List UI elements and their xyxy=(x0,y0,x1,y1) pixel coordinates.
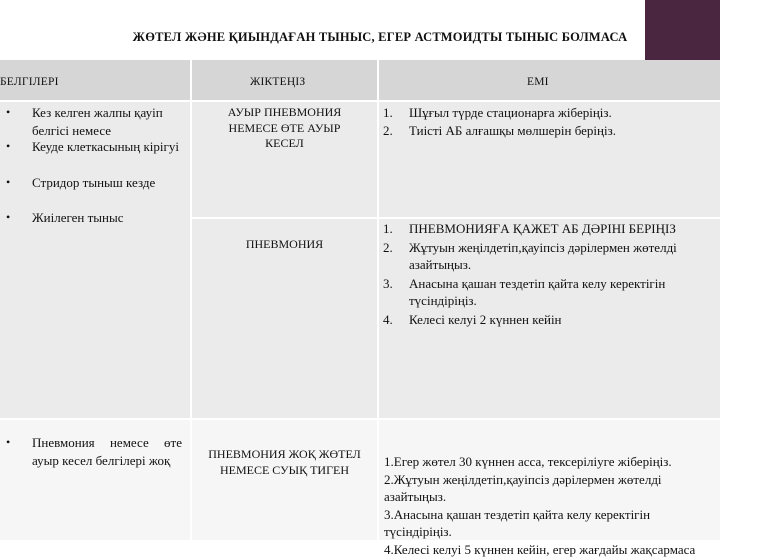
treatment-item: 4.Келесі келуі 5 күннен кейін, егер жағдайы жақсармаса xyxy=(384,541,704,558)
symptom-item: • Кеуде клеткасының кірігуі xyxy=(0,138,182,174)
classification-no-pneumonia: ПНЕВМОНИЯ ЖОҚ ЖӨТЕЛ НЕМЕСЕ СУЫҚ ТИГЕН xyxy=(204,447,365,478)
signs-cell-no-pneumonia xyxy=(0,420,190,540)
header-signs: БЕЛГІЛЕРІ xyxy=(0,74,59,92)
classification-severe-pneumonia: АУЫР ПНЕВМОНИЯ НЕМЕСЕ ӨТЕ АУЫР КЕСЕЛ xyxy=(212,105,357,152)
treatment-item: 2. Жұтуын жеңілдетіп,қауіпсіз дәрілермен жөтелді азайтыңыз. xyxy=(379,239,711,274)
treatment-table xyxy=(0,60,720,540)
header-treatment-cell xyxy=(379,60,720,100)
treatment-item: 2. Тиісті АБ алғашқы мөлшерін беріңіз. xyxy=(379,122,709,140)
header-treatment: ЕМІ xyxy=(527,74,549,92)
treatment-item: 1. ПНЕВМОНИЯҒА ҚАЖЕТ АБ ДӘРІНІ БЕРІҢІЗ xyxy=(379,220,711,238)
treatment-cell-pneumonia xyxy=(379,219,720,418)
symptom-item: • Жиілеген тыныс xyxy=(0,209,182,227)
header-classify: ЖІКТЕҢІЗ xyxy=(250,74,305,92)
treatment-item: 4. Келесі келуі 2 күннен кейін xyxy=(379,311,711,329)
classification-pneumonia: ПНЕВМОНИЯ xyxy=(192,237,377,253)
signs-cell-severe xyxy=(0,102,190,418)
symptom-item: • Стридор тыныш кезде xyxy=(0,174,182,209)
treatment-item: 3. Анасына қашан тездетіп қайта келу керектігін түсіндіріңіз. xyxy=(379,275,711,310)
treatment-item: 1.Егер жөтел 30 күннен асса, тексеріліуге жіберіңіз. xyxy=(384,453,704,471)
treatment-cell-severe xyxy=(379,102,720,217)
classification-cell-severe xyxy=(192,102,377,217)
header-signs-cell xyxy=(0,60,190,100)
symptom-item: • Кез келген жалпы қауіп белгісі немесе xyxy=(0,104,182,138)
symptom-item: • Пневмония немесе өте ауыр кесел белгілері жоқ xyxy=(0,434,182,469)
treatment-item: 1. Шұғыл түрде стационарға жіберіңіз. xyxy=(379,104,709,122)
treatment-cell-no-pneumonia xyxy=(379,420,720,540)
treatment-item: 3.Анасына қашан тездетіп қайта келу керектігін түсіндіріңіз. xyxy=(384,506,704,541)
treatment-item: 2.Жұтуын жеңілдетіп,қауіпсіз дәрілермен жөтелді азайтыңыз. xyxy=(384,471,704,506)
classification-cell-no-pneumonia xyxy=(192,420,377,540)
header-classify-cell xyxy=(192,60,377,100)
classification-cell-pneumonia xyxy=(192,219,377,418)
page-title: ЖӨТЕЛ ЖӘНЕ ҚИЫНДАҒАН ТЫНЫС, ЕГЕР АСТМОИДТЫ ТЫНЫС БОЛМАСА xyxy=(0,30,760,45)
